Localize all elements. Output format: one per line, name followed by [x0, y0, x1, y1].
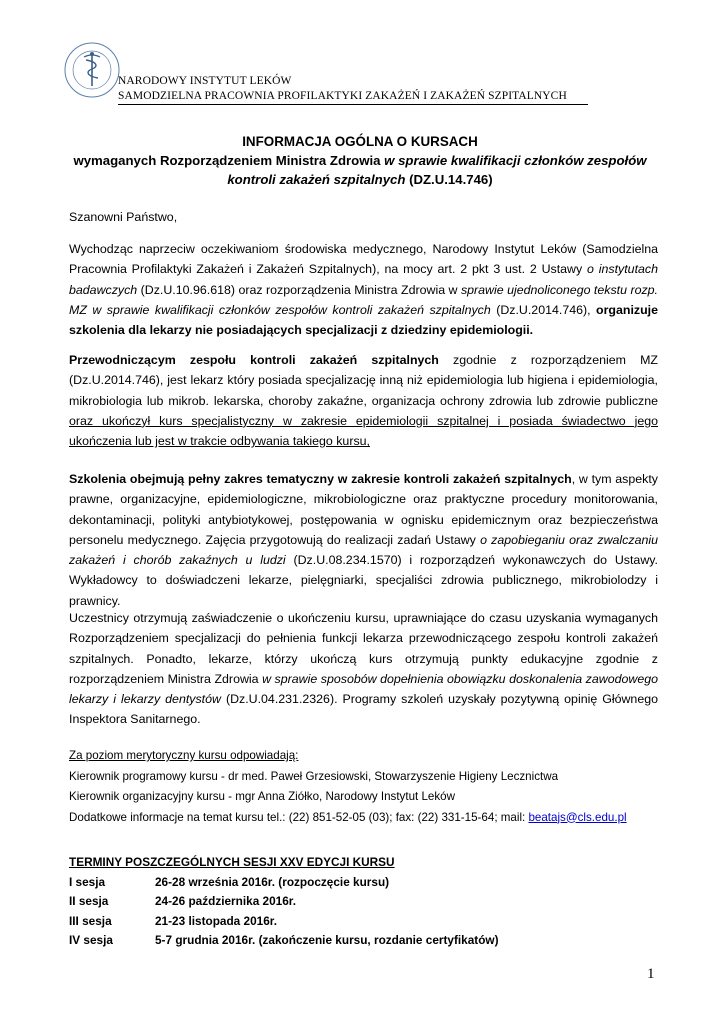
salutation: Szanowni Państwo,: [69, 210, 178, 224]
sessions-schedule: [69, 853, 499, 951]
session-name: II sesja: [69, 894, 109, 909]
para1-text-a: Wychodząc naprzeciw oczekiwaniom środowiska medycznego, Narodowy Instytut Leków (Samodzielna Pracownia Profilaktyki Zakażeń i Zakażeń Szpitalnych), na mocy art. 2 pkt 3 ust. 2 Ustawy: [69, 242, 658, 277]
para3-text-c: o zapobieganiu oraz zwalczaniu zakażeń i chorób zakaźnych u ludzi: [69, 532, 658, 568]
para4-text-c: (Dz.U.04.231.2326). Programy szkoleń uzyskały pozytywną opinię Głównego Inspektora Sanitarnego.: [69, 692, 658, 727]
title-line-2a: wymaganych Rozporządzeniem Ministra Zdrowia: [73, 153, 385, 168]
session-name: III sesja: [69, 913, 112, 928]
para4-text-a: Uczestnicy otrzymują zaświadczenie o ukończeniu kursu, uprawniające do czasu uzyskania wymaganych Rozporządzeniem specjalizacji do pełnienia funkcji lekarza przewodniczącego zespołu kontroli zakażeń szpitalnych. Ponadto, lekarze, którzy ukończą kurs otrzymują punkty edukacyjne zgodnie z rozporządzeniem Ministra Zdrowia: [69, 611, 658, 686]
session-row: [69, 931, 499, 951]
organizational-director: Kierownik organizacyjny kursu - mgr Anna Ziółko, Narodowy Instytut Leków: [69, 790, 455, 803]
document-title: [70, 132, 650, 189]
email-link[interactable]: beatajs@cls.edu.pl: [528, 810, 627, 824]
para1-text-b: o instytutach badawczych: [69, 262, 658, 297]
para3-text-d: (Dz.U.08.234.1570) i rozporządzeń wykonawczych do Ustawy. Wykładowcy to doświadczeni lekarze, pielęgniarki, specjaliści zdrowia publicznego, mikrobiolodzy i prawnicy.: [69, 553, 658, 608]
para4-text-b: w sprawie sposobów dopełnienia obowiązku doskonalenia zawodowego lekarzy i lekarzy dentystów: [69, 671, 658, 707]
header-institute-name: NARODOWY INSTYTUT LEKÓW: [118, 75, 292, 87]
caduceus-seal-icon: [62, 40, 122, 100]
session-name: IV sesja: [69, 933, 113, 948]
contact-info-text: Dodatkowe informacje na temat kursu tel.: (22) 851-52-05 (03); fax: (22) 331-15-64; mail:: [69, 810, 529, 824]
para1-text-f: organizuje szkolenia dla lekarzy nie posiadających specjalizacji z dziedziny epidemiologii.: [69, 302, 658, 338]
title-line-2b: w sprawie kwalifikacji członków zespołów kontroli zakażeń szpitalnych: [227, 153, 647, 187]
contacts-section: [69, 746, 669, 828]
para3-text-b: , w tym aspekty prawne, organizacyjne, epidemiologiczne, mikrobiologiczne oraz praktyczne procedury monitorowania, dekontaminacji, polityki antybiotykowej, postępowania w ognisku epidemicznym oraz bezpieczeństwa personelu medycznego. Zajęcia przygotowują do realizacji zadań Ustawy: [69, 472, 658, 547]
para1-text-c: (Dz.U.10.96.618) oraz rozporządzenia Ministra Zdrowia w: [137, 282, 461, 297]
header-department-name: SAMODZIELNA PRACOWNIA PROFILAKTYKI ZAKAŻEŃ I ZAKAŻEŃ SZPITALNYCH: [118, 90, 567, 102]
para1-text-d: sprawie ujednoliconego tekstu rozp. MZ w sprawie kwalifikacji członków zespołów kontroli zakażeń szpitalnych: [69, 282, 658, 317]
session-row: [69, 892, 499, 912]
session-row: [69, 873, 499, 893]
session-row: [69, 912, 499, 932]
header-divider: [118, 104, 588, 105]
session-name: I sesja: [69, 874, 106, 889]
title-line-2c: (DZ.U.14.746): [405, 172, 493, 187]
session-date: 26-28 września 2016r. (rozpoczęcie kursu): [155, 874, 390, 889]
session-date: 5-7 grudnia 2016r. (zakończenie kursu, rozdanie certyfikatów): [155, 933, 499, 948]
paragraph-certificate: [69, 608, 658, 730]
para2-text-b: zgodnie z rozporządzeniem MZ (Dz.U.2014.746), jest lekarz który posiada specjalizację inną niż epidemiologia lub higiena i epidemiologia, mikrobiologia lub mikrob. lekarska, choroby zakaźne, organizacja ochrony zdrowia lub zdrowie publiczne: [69, 353, 658, 408]
program-director: Kierownik programowy kursu - dr med. Paweł Grzesiowski, Stowarzyszenie Higieny Lecznictwa: [69, 769, 559, 783]
para3-text-a: Szkolenia obejmują pełny zakres tematyczny w zakresie kontroli zakażeń szpitalnych: [69, 472, 572, 486]
session-date: 24-26 października 2016r.: [155, 894, 296, 909]
para2-text-a: Przewodniczącym zespołu kontroli zakażeń szpitalnych: [69, 353, 439, 367]
para2-text-c: oraz ukończył kurs specjalistyczny w zakresie epidemiologii szpitalnej i posiada świadectwo jego ukończenia lub jest w trakcie odbywania takiego kursu,: [69, 413, 658, 449]
contacts-heading: Za poziom merytoryczny kursu odpowiadają:: [69, 749, 299, 762]
session-date: 21-23 listopada 2016r.: [155, 913, 277, 928]
paragraph-chairman: [69, 350, 658, 451]
paragraph-scope: [69, 469, 658, 611]
page-number: 1: [647, 966, 655, 982]
title-line-1: INFORMACJA OGÓLNA O KURSACH: [242, 134, 478, 149]
contact-info: [69, 808, 669, 829]
sessions-title: TERMINY POSZCZEGÓLNYCH SESJI XXV EDYCJI KURSU: [69, 855, 395, 869]
paragraph-intro: [69, 239, 658, 340]
para1-text-e: (Dz.U.2014.746),: [490, 302, 597, 317]
institute-logo: [62, 40, 122, 100]
